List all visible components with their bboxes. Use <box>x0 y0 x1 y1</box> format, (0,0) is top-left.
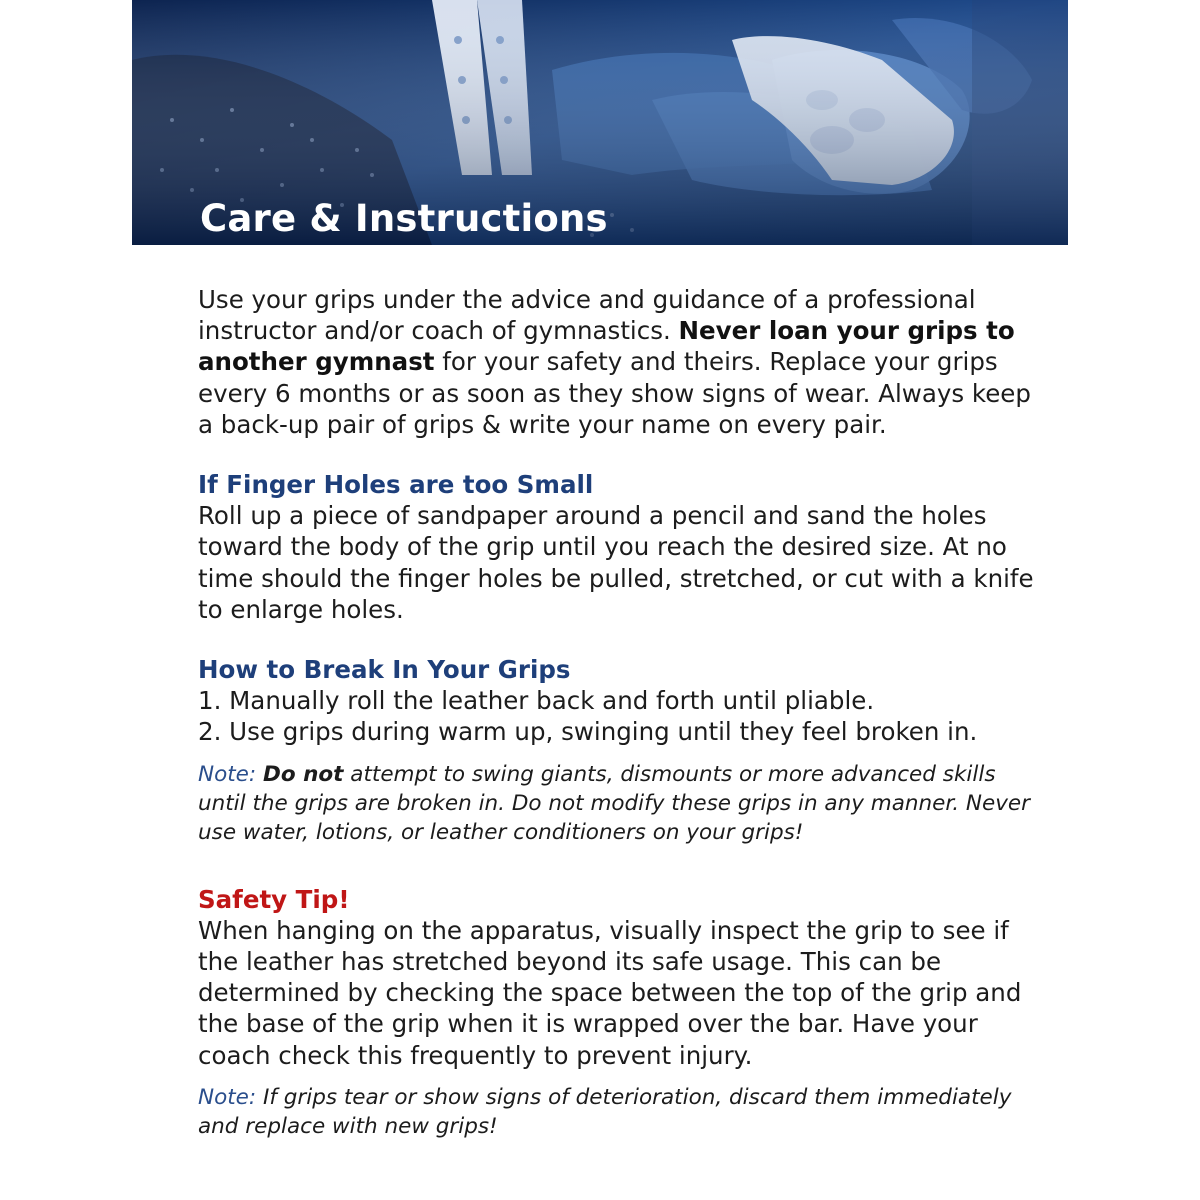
safety-note <box>198 1083 1048 1141</box>
safety-tip-heading: Safety Tip! <box>198 884 350 914</box>
note-bold-warning: Do not <box>262 761 344 787</box>
break-in-step: 1. Manually roll the leather back and forth until pliable. <box>198 686 875 716</box>
instructions-content <box>198 284 1048 1141</box>
finger-holes-heading: If Finger Holes are too Small <box>198 470 594 500</box>
break-in-note <box>198 760 1048 847</box>
intro-text-start: Use your grips under the advice and guidance of a professional instructor and/or coach of gymnastics. <box>198 285 976 346</box>
safety-tip-body: When hanging on the apparatus, visually inspect the grip to see if the leather has stretched beyond its safe usage. This can be determined by checking the space between the top of the grip and the base of the grip when it is wrapped over the bar. Have your coach check this frequently to prevent injury. <box>198 915 1022 1070</box>
finger-holes-body: Roll up a piece of sandpaper around a pencil and sand the holes toward the body of the grip until you reach the desired size. At no time should the finger holes be pulled, stretched, or cut with a knife to enlarge holes. <box>198 501 1034 624</box>
intro-paragraph <box>198 284 1048 440</box>
intro-text-end: for your safety and theirs. Replace your grips every 6 months or as soon as they show signs of wear. Always keep a back-up pair of grips & write your name on every pair. <box>198 347 1031 439</box>
note-label: Note: <box>198 761 263 787</box>
note-text: attempt to swing giants, dismounts or more advanced skills until the grips are broken in. Do not modify these grips in any manner. Never use water, lotions, or leather conditioners on your grips! <box>198 761 1031 845</box>
page-title: Care & Instructions <box>200 197 608 240</box>
intro-bold-warning: Never loan your grips to another gymnast <box>198 316 1015 377</box>
header-banner <box>132 0 1068 245</box>
break-in-step: 2. Use grips during warm up, swinging until they feel broken in. <box>198 717 978 747</box>
note-text: If grips tear or show signs of deterioration, discard them immediately and replace with new grips! <box>198 1084 1012 1139</box>
break-in-heading: How to Break In Your Grips <box>198 655 571 685</box>
note-label: Note: <box>198 1084 263 1110</box>
